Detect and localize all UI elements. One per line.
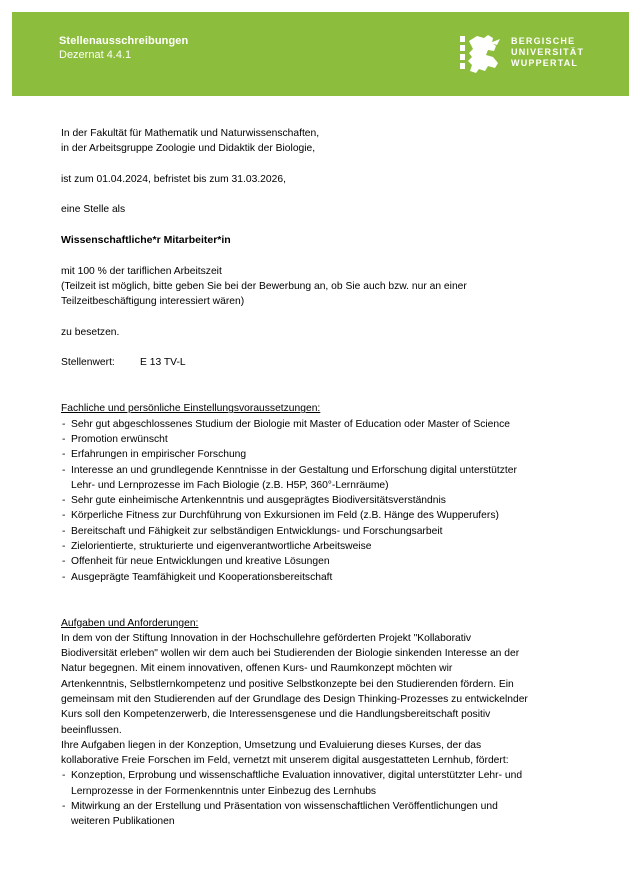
list-item-line-2: Lernprozesse in der Formenkenntnis unter Einbezug des Lernhubs <box>71 785 377 797</box>
list-item <box>61 463 591 494</box>
stellenwert-label: Stellenwert: <box>61 357 115 369</box>
stellenwert-value: E 13 TV-L <box>140 357 186 369</box>
stellenwert-row <box>61 355 591 370</box>
list-item: - Sehr gute einheimische Artenkenntnis und ausgeprägtes Biodiversitätsverständnis <box>61 493 591 508</box>
list-item: - Erfahrungen in empirischer Forschung <box>61 447 591 462</box>
tasks-paragraph-line: kollaborative Freie Forschen im Feld, vernetzt mit unserem digital ausgestatteten Lernhub, fördert: <box>61 755 509 767</box>
list-item: - Zielorientierte, strukturierte und eigenverantwortliche Arbeitsweise <box>61 539 591 554</box>
tasks-paragraph-line: Artenkenntnis, Selbstlernkompetenz und positive Selbstkonzepte bei den Studierenden fördern. Ein <box>61 678 514 690</box>
header-subtitle: Dezernat 4.4.1 <box>59 49 132 61</box>
logo-line-3: WUPPERTAL <box>511 58 579 68</box>
requirements-list <box>61 417 591 585</box>
period-line: ist zum 01.04.2024, befristet bis zum 31.03.2026, <box>61 173 286 185</box>
faculty-line: In der Fakultät für Mathematik und Naturwissenschaften, <box>61 128 320 139</box>
zu-besetzen-line: zu besetzen. <box>61 326 120 338</box>
tasks-list <box>61 768 591 829</box>
tasks-paragraph-line: Biodiversität erleben" wollen wir dem auch bei Studierenden der Biologie sinkenden Interesse an der <box>61 648 520 660</box>
logo-line-1: BERGISCHE <box>511 36 576 46</box>
list-item <box>61 799 591 830</box>
list-item: - Sehr gut abgeschlossenes Studium der Biologie mit Master of Education oder Master of Science <box>61 417 591 432</box>
position-title: Wissenschaftliche*r Mitarbeiter*in <box>61 234 231 247</box>
tasks-paragraph-line: In dem von der Stiftung Innovation in der Hochschullehre geförderten Projekt "Kollaborativ <box>61 632 472 644</box>
list-item-line-1: Interesse an und grundlegende Kenntnisse in der Gestaltung und Erforschung digital unterstützter <box>71 464 517 476</box>
university-name <box>511 36 584 69</box>
list-item-line-2: weiteren Publikationen <box>71 816 175 828</box>
logo-line-2: UNIVERSITÄT <box>511 47 585 57</box>
list-item: - Bereitschaft und Fähigkeit zur selbständigen Entwicklungs- und Forschungsarbeit <box>61 524 591 539</box>
position-intro: eine Stelle als <box>61 204 126 216</box>
tasks-heading: Aufgaben und Anforderungen: <box>61 617 199 629</box>
list-item <box>61 768 591 799</box>
job-posting-body <box>61 126 591 830</box>
tasks-paragraph-line: gemeinsam mit den Studierenden auf der Grundlage des Design Thinking-Prozesses zu entwickelnder <box>61 693 528 705</box>
parttime-note-line-1: (Teilzeit ist möglich, bitte geben Sie bei der Bewerbung an, ob Sie auch bzw. nur an einer <box>61 280 467 292</box>
header-title: Stellenausschreibungen <box>59 35 189 47</box>
tasks-paragraph-line: Natur begegnen. Mit einem innovativen, offenen Kurs- und Raumkonzept möchten wir <box>61 663 453 675</box>
list-item-line-2: Lehr- und Lernprozesse im Fach Biologie (z.B. H5P, 360°-Lernräume) <box>71 479 389 491</box>
worktime-line: mit 100 % der tariflichen Arbeitszeit <box>61 265 222 277</box>
list-item-line-1: Mitwirkung an der Erstellung und Präsentation von wissenschaftlichen Veröffentlichungen und <box>71 801 498 813</box>
list-item: - Promotion erwünscht <box>61 432 591 447</box>
parttime-note-line-2: Teilzeitbeschäftigung interessiert wären) <box>61 296 245 308</box>
header-banner <box>12 12 629 96</box>
tasks-paragraph-line: beeinflussen. <box>61 724 122 736</box>
tasks-paragraph-line: Ihre Aufgaben liegen in der Konzeption, Umsetzung und Evaluierung dieses Kurses, der das <box>61 739 482 751</box>
workgroup-line: in der Arbeitsgruppe Zoologie und Didaktik der Biologie, <box>61 143 316 155</box>
tasks-paragraph-line: Kurs soll den Kompetenzerwerb, die Interessensgenese und die Handlungsbereitschaft positiv <box>61 709 491 721</box>
requirements-heading: Fachliche und persönliche Einstellungsvoraussetzungen: <box>61 403 321 415</box>
list-item: - Körperliche Fitness zur Durchführung von Exkursionen im Feld (z.B. Hänge des Wupperufers) <box>61 508 591 523</box>
list-item-line-1: Konzeption, Erprobung und wissenschaftliche Evaluation innovativer, digital unterstützter Lehr- und <box>71 770 523 782</box>
lion-crest-icon <box>460 33 502 75</box>
list-item: - Ausgeprägte Teamfähigkeit und Kooperationsbereitschaft <box>61 570 591 585</box>
list-item: - Offenheit für neue Entwicklungen und kreative Lösungen <box>61 554 591 569</box>
university-logo <box>460 33 610 75</box>
